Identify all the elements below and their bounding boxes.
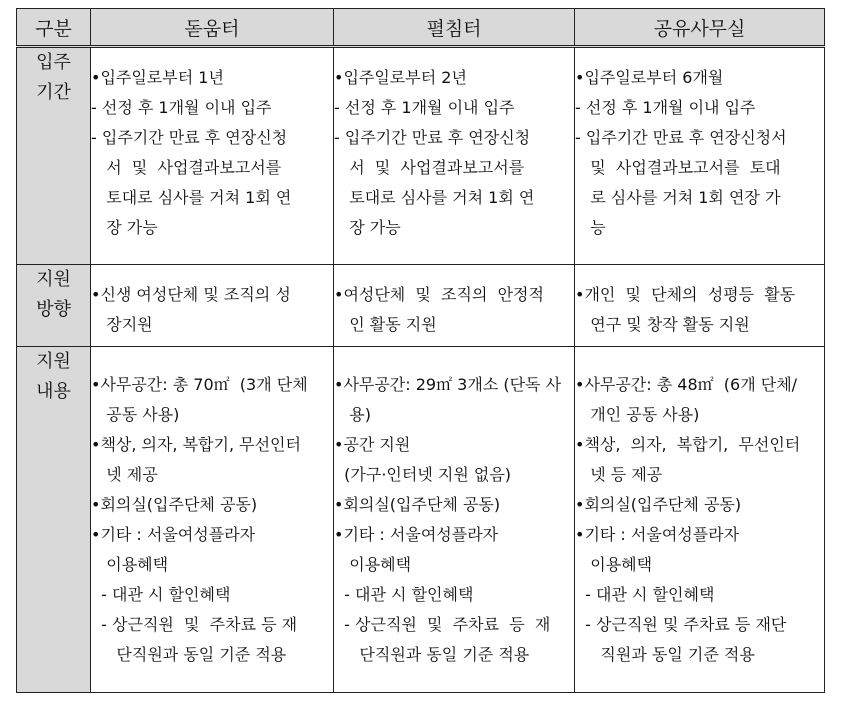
- row-header-line: 지원: [36, 269, 71, 290]
- cell-line: •입주일로부터 2년: [334, 68, 467, 87]
- cell-line: (가구·인터넷 지원 없음): [334, 465, 512, 484]
- cell-line: 이용혜택: [334, 555, 412, 574]
- cell-line: 넷 등 제공: [575, 465, 663, 484]
- header-pyeolchimteo: 펼침터: [334, 9, 575, 47]
- row-header-line: 기간: [36, 82, 71, 103]
- cell-line: •여성단체 및 조직의 안정적: [334, 285, 544, 304]
- cell-line: •회의실(입주단체 공동): [334, 495, 501, 514]
- row-header-line: 방향: [36, 299, 71, 320]
- cell-line: - 입주기간 만료 후 연장신청서: [575, 128, 787, 147]
- table-row: [17, 47, 825, 265]
- cell-line: •사무공간: 29㎡ 3개소 (단독 사: [334, 375, 562, 394]
- cell-line: 단직원과 동일 기준 적용: [334, 645, 530, 664]
- row-header-line: 입주: [36, 52, 71, 73]
- cell-line: 이용혜택: [91, 555, 169, 574]
- cell-line: - 대관 시 할인혜택: [575, 585, 715, 604]
- cell-line: •입주일로부터 1년: [91, 68, 224, 87]
- cell-line: 장지원: [91, 315, 153, 334]
- cell-line: 직원과 동일 기준 적용: [575, 645, 755, 664]
- cell-line: •사무공간: 총 48㎡ (6개 단체/: [575, 375, 798, 394]
- cell-line: - 상근직원 및 주차료 등 재: [334, 615, 551, 634]
- cell-line: •회의실(입주단체 공동): [575, 495, 742, 514]
- cell-line: 용): [334, 405, 371, 424]
- cell-line: - 입주기간 만료 후 연장신청: [334, 128, 531, 147]
- table-row: [17, 265, 825, 347]
- row-header-content: [17, 347, 91, 693]
- cell-line: •책상, 의자, 복합기, 무선인터: [575, 435, 801, 454]
- row-header-line: 지원: [36, 351, 71, 372]
- cell-line: - 입주기간 만료 후 연장신청: [91, 128, 288, 147]
- cell-direction-shared-office: [575, 265, 825, 347]
- cell-direction-dodumteo: [91, 265, 334, 347]
- cell-line: 공동 사용): [91, 405, 180, 424]
- cell-line: - 대관 시 할인혜택: [91, 585, 231, 604]
- cell-line: 장 가능: [334, 218, 401, 237]
- cell-period-dodumteo: [91, 47, 334, 265]
- cell-line: 로 심사를 거쳐 1회 연장 가: [575, 188, 781, 207]
- comparison-table: [16, 8, 825, 693]
- header-category: 구분: [17, 9, 91, 47]
- cell-line: •기타 : 서울여성플라자: [334, 525, 499, 544]
- cell-line: - 상근직원 및 주차료 등 재: [91, 615, 298, 634]
- cell-line: •기타 : 서울여성플라자: [575, 525, 740, 544]
- cell-line: - 상근직원 및 주차료 등 재단: [575, 615, 787, 634]
- cell-line: 연구 및 창작 활동 지원: [575, 315, 750, 334]
- cell-line: •개인 및 단체의 성평등 활동: [575, 285, 796, 304]
- cell-line: 장 가능: [91, 218, 158, 237]
- row-header-direction: [17, 265, 91, 347]
- cell-content-dodumteo: [91, 347, 334, 693]
- cell-line: - 대관 시 할인혜택: [334, 585, 474, 604]
- cell-line: 토대로 심사를 거쳐 1회 연: [334, 188, 535, 207]
- cell-content-shared-office: [575, 347, 825, 693]
- cell-line: •사무공간: 총 70㎡ (3개 단체: [91, 375, 308, 394]
- row-header-line: 내용: [36, 381, 71, 402]
- cell-line: •회의실(입주단체 공동): [91, 495, 258, 514]
- cell-line: •입주일로부터 6개월: [575, 68, 724, 87]
- cell-line: 토대로 심사를 거쳐 1회 연: [91, 188, 292, 207]
- cell-line: 서 및 사업결과보고서를: [334, 158, 525, 177]
- cell-line: •책상, 의자, 복합기, 무선인터: [91, 435, 301, 454]
- cell-period-shared-office: [575, 47, 825, 265]
- table-row: [17, 347, 825, 693]
- cell-direction-pyeolchimteo: [334, 265, 575, 347]
- header-shared-office: 공유사무실: [575, 9, 825, 47]
- header-dodumteo: 돋움터: [91, 9, 334, 47]
- cell-line: •신생 여성단체 및 조직의 성: [91, 285, 291, 304]
- cell-line: 및 사업결과보고서를 토대: [575, 158, 781, 177]
- cell-content-pyeolchimteo: [334, 347, 575, 693]
- header-row: [17, 9, 825, 47]
- cell-period-pyeolchimteo: [334, 47, 575, 265]
- cell-line: 개인 공동 사용): [575, 405, 700, 424]
- cell-line: 이용혜택: [575, 555, 653, 574]
- cell-line: 서 및 사업결과보고서를: [91, 158, 282, 177]
- cell-line: 인 활동 지원: [334, 315, 437, 334]
- cell-line: •공간 지원: [334, 435, 411, 454]
- cell-line: 단직원과 동일 기준 적용: [91, 645, 287, 664]
- cell-line: •기타 : 서울여성플라자: [91, 525, 256, 544]
- cell-line: 능: [575, 218, 606, 237]
- cell-line: - 선정 후 1개월 이내 입주: [91, 98, 272, 117]
- cell-line: - 선정 후 1개월 이내 입주: [334, 98, 515, 117]
- cell-line: 넷 제공: [91, 465, 158, 484]
- row-header-period: [17, 47, 91, 265]
- cell-line: - 선정 후 1개월 이내 입주: [575, 98, 756, 117]
